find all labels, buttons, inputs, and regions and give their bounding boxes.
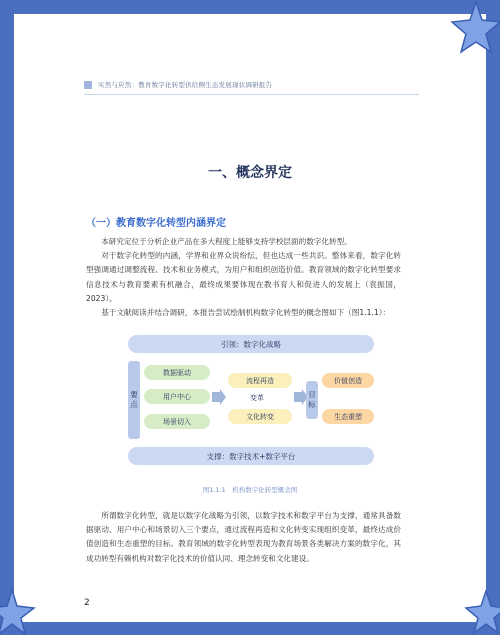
pill-process-reengineering: 流程再造 — [228, 373, 292, 388]
diagram-top-bar: 引领：数字化战略 — [128, 335, 374, 353]
document-page — [14, 14, 486, 622]
header-square-icon — [84, 81, 92, 89]
paragraph-1: 本研究定位于分析企业产品在多大程度上能够支持学校层面的数字化转型。 — [101, 237, 352, 246]
page-number: 2 — [84, 598, 90, 608]
change-label: 变革 — [250, 394, 264, 402]
header-text: 实然与应然：教育数字化转型供给侧生态发展现状调研报告 — [98, 81, 273, 89]
subsection-title: （一）教育数字化转型内涵界定 — [86, 218, 226, 229]
diagram-bottom-bar: 支撑：数字技术+数字平台 — [128, 447, 374, 465]
pill-user-centered: 用户中心 — [144, 389, 210, 404]
paragraph-2: 对于数字化转型的内涵，学界和业界众说纷纭，但也达成一些共识。整体来看，数字化转型强调通过调整流程、技术和业务模式，为用户和组织创造价值。教育领域的数字化转型要求信息技术与教育要素有机融合，最终成果要体现在教书育人和促进人的发展上（袁振国，2023）。 — [86, 251, 401, 303]
paragraph-3: 基于文献阅读并结合调研，本报告尝试绘制机构数字化转型的概念图如下（图1.1.1）： — [101, 308, 391, 318]
pill-data-driven: 数据驱动 — [144, 365, 210, 380]
paragraph-4: 所谓数字化转型，就是以数字化战略为引领，以数字技术和数字平台为支撑，通常具备数据驱动、用户中心和场景切入三个要点，通过流程再造和文化转变实现组织变革，最终达成价值创造和生态重塑的目标。教育领域的数字化转型表现为教育场景各类解决方案的数字化，其成功转型有赖机构对数字化技术的价值认同、理念转变和文化建设。 — [86, 511, 401, 563]
section-title: 一、概念界定 — [208, 165, 292, 181]
figure-caption: 图1.1.1 机构数字化转型概念图 — [202, 486, 298, 494]
star-decoration-icon — [0, 580, 44, 635]
arrow-right-icon — [212, 389, 226, 405]
body-text-top — [86, 235, 401, 320]
running-header — [84, 80, 272, 89]
right-vertical-char-2: 标 — [308, 400, 316, 409]
pill-scenario-entry: 场景切入 — [144, 414, 210, 429]
diagram-left-vertical — [128, 361, 140, 439]
star-decoration-icon — [450, 585, 500, 635]
body-text-bottom — [86, 509, 401, 566]
pill-value-creation: 价值创造 — [322, 373, 374, 388]
pill-ecosystem-reshaping: 生态重塑 — [322, 409, 374, 424]
pill-culture-shift: 文化转变 — [228, 409, 292, 424]
left-vertical-char-1: 要 — [130, 390, 138, 399]
left-vertical-char-2: 点 — [130, 400, 138, 409]
right-vertical-char-1: 目 — [308, 390, 316, 399]
diagram-right-vertical — [306, 381, 318, 419]
header-divider — [84, 94, 419, 95]
star-decoration-icon — [436, 0, 500, 62]
concept-diagram — [128, 335, 374, 470]
